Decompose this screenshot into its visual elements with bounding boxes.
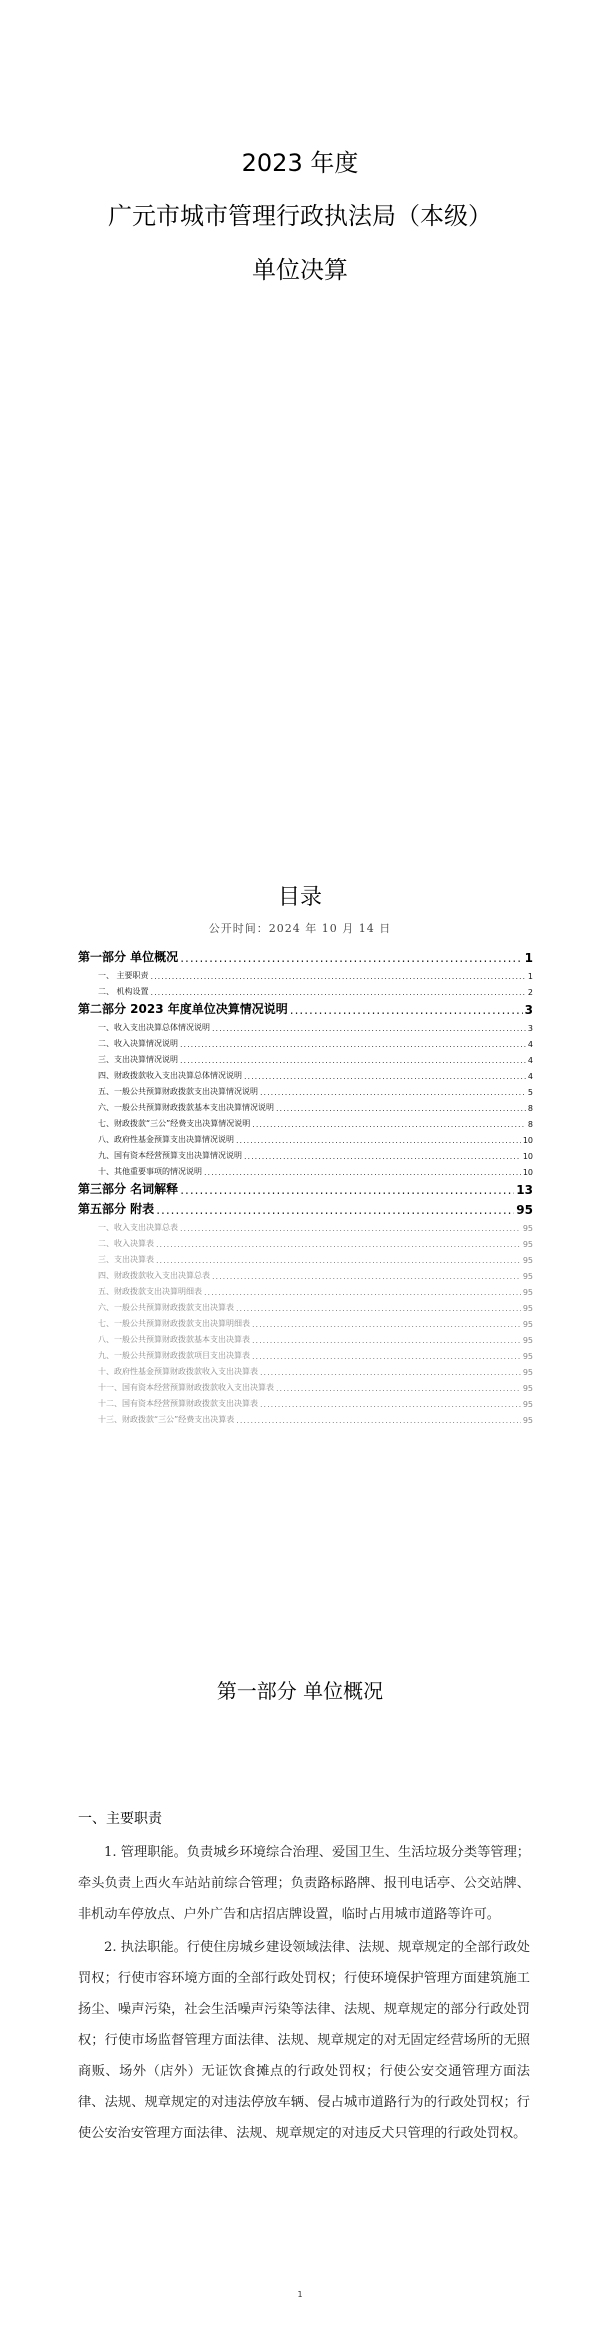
- cover-org-line: 广元市城市管理行政执法局（本级）: [108, 202, 492, 230]
- toc-entry[interactable]: [78, 1393, 533, 1409]
- toc-entry[interactable]: [78, 1049, 533, 1065]
- toc-entry-page: 10: [522, 1136, 533, 1145]
- toc-entry[interactable]: [78, 1081, 533, 1097]
- toc-leader-dots: [260, 1400, 521, 1409]
- toc-entry-page: 95: [522, 1240, 533, 1249]
- toc-leader-dots: [156, 1256, 521, 1265]
- toc-entry-page: 95: [522, 1400, 533, 1409]
- toc-leader-dots: [212, 1272, 521, 1281]
- toc-entry[interactable]: [78, 1409, 533, 1425]
- toc-entry-page: 4: [527, 1056, 533, 1065]
- toc-entry-label: 六、一般公共预算财政拨款基本支出决算情况说明: [98, 1103, 274, 1112]
- table-of-contents: [78, 945, 533, 1425]
- toc-entry-page: 8: [527, 1104, 533, 1113]
- toc-entry-page: 95: [522, 1320, 533, 1329]
- toc-entry-page: 95: [522, 1416, 533, 1425]
- toc-leader-dots: [260, 1088, 526, 1097]
- toc-leader-dots: [180, 1224, 521, 1233]
- toc-entry-page: 2: [527, 988, 533, 997]
- toc-entry-label: 十二、国有资本经营预算财政拨款支出决算表: [98, 1399, 258, 1408]
- toc-entry-page: 3: [524, 1003, 533, 1017]
- toc-leader-dots: [252, 1320, 521, 1329]
- toc-entry-page: 5: [527, 1088, 533, 1097]
- toc-entry-label: 十、其他重要事项的情况说明: [98, 1167, 202, 1176]
- toc-entry-page: 95: [522, 1304, 533, 1313]
- toc-part-entry[interactable]: [78, 997, 533, 1017]
- toc-entry[interactable]: [78, 1145, 533, 1161]
- toc-leader-dots: [236, 1416, 521, 1425]
- toc-leader-dots: [260, 1368, 521, 1377]
- toc-entry-label: 一、收入支出决算总体情况说明: [98, 1023, 210, 1032]
- toc-entry-label: 六、一般公共预算财政拨款支出决算表: [98, 1303, 234, 1312]
- toc-entry-page: 1: [527, 972, 533, 981]
- part1-paragraph-1: 1. 管理职能。负责城乡环境综合治理、爱国卫生、生活垃圾分类等管理；牵头负责上西火车站站前综合管理；负责路标路牌、报刊电话亭、公交站牌、非机动车停放点、户外广告和店招店牌设置，临时占用城市道路等许可。: [78, 1845, 530, 1922]
- toc-entry-label: 第三部分 名词解释: [78, 1182, 179, 1196]
- toc-entry[interactable]: [78, 1249, 533, 1265]
- toc-entry[interactable]: [78, 1233, 533, 1249]
- toc-entry[interactable]: [78, 981, 533, 997]
- toc-title: 目录: [277, 885, 322, 910]
- toc-entry[interactable]: [78, 1345, 533, 1361]
- toc-leader-dots: [236, 1136, 521, 1145]
- toc-leader-dots: [204, 1288, 521, 1297]
- toc-entry[interactable]: [78, 965, 533, 981]
- toc-entry-page: 95: [522, 1384, 533, 1393]
- toc-entry-page: 95: [522, 1256, 533, 1265]
- toc-entry[interactable]: [78, 1113, 533, 1129]
- toc-entry-label: 十三、财政拨款“三公”经费支出决算表: [98, 1415, 235, 1424]
- toc-entry-label: 九、一般公共预算财政拨款项目支出决算表: [98, 1351, 250, 1360]
- toc-entry-page: 10: [522, 1168, 533, 1177]
- toc-entry-label: 一、收入支出决算总表: [98, 1223, 178, 1232]
- toc-entry[interactable]: [78, 1329, 533, 1345]
- toc-entry[interactable]: [78, 1065, 533, 1081]
- cover-doc-line: 单位决算: [252, 256, 348, 284]
- toc-entry-label: 第一部分 单位概况: [78, 950, 179, 964]
- toc-entry-page: 3: [527, 1024, 533, 1033]
- toc-entry-label: 四、财政拨款收入支出决算总表: [98, 1271, 210, 1280]
- toc-leader-dots: [236, 1304, 521, 1313]
- toc-leader-dots: [276, 1104, 526, 1113]
- cover-year-line: 2023 年度: [241, 149, 359, 177]
- toc-entry-label: 八、一般公共预算财政拨款基本支出决算表: [98, 1335, 250, 1344]
- toc-entry-label: 二、收入决算情况说明: [98, 1039, 178, 1048]
- toc-entry-page: 95: [522, 1288, 533, 1297]
- toc-leader-dots: [252, 1352, 521, 1361]
- toc-leader-dots: [151, 988, 526, 997]
- toc-entry[interactable]: [78, 1281, 533, 1297]
- toc-entry[interactable]: [78, 1161, 533, 1177]
- toc-entry-label: 第二部分 2023 年度单位决算情况说明: [78, 1002, 288, 1016]
- toc-entry-label: 二、 机构设置: [98, 987, 149, 996]
- toc-entry[interactable]: [78, 1017, 533, 1033]
- toc-entry[interactable]: [78, 1033, 533, 1049]
- toc-entry[interactable]: [78, 1217, 533, 1233]
- toc-entry-page: 4: [527, 1072, 533, 1081]
- toc-entry[interactable]: [78, 1361, 533, 1377]
- toc-entry[interactable]: [78, 1313, 533, 1329]
- toc-entry-page: 95: [522, 1272, 533, 1281]
- toc-entry-label: 三、支出决算表: [98, 1255, 154, 1264]
- toc-entry-page: 95: [522, 1368, 533, 1377]
- toc-entry-label: 八、政府性基金预算支出决算情况说明: [98, 1135, 234, 1144]
- toc-entry-page: 4: [527, 1040, 533, 1049]
- toc-entry-label: 三、支出决算情况说明: [98, 1055, 178, 1064]
- toc-leader-dots: [252, 1120, 526, 1129]
- toc-entry-label: 七、财政拨款“三公”经费支出决算情况说明: [98, 1119, 251, 1128]
- toc-leader-dots: [180, 951, 522, 965]
- toc-entry-page: 13: [516, 1183, 533, 1197]
- toc-entry-label: 二、收入决算表: [98, 1239, 154, 1248]
- part1-paragraph-2: 2. 执法职能。行使住房城乡建设领域法律、法规、规章规定的全部行政处罚权；行使市容环境方面的全部行政处罚权；行使环境保护管理方面建筑施工扬尘、噪声污染，社会生活噪声污染等法律、法规、规章规定的部分行政处罚权；行使市场监督管理方面法律、法规、规章规定的对无固定经营场所的无照商贩、场外（店外）无证饮食摊点的行政处罚权；行使公安交通管理方面法律、法规、规章规定的对违法停放车辆、侵占城市道路行为的行政处罚权；行使公安治安管理方面法律、法规、规章规定的对违反犬只管理的行政处罚权。: [78, 1940, 530, 2141]
- toc-leader-dots: [156, 1203, 514, 1217]
- toc-leader-dots: [180, 1056, 526, 1065]
- toc-entry-page: 95: [516, 1203, 533, 1217]
- toc-leader-dots: [252, 1336, 521, 1345]
- toc-entry-page: 1: [524, 951, 533, 965]
- toc-entry-label: 一、 主要职责: [98, 971, 149, 980]
- toc-leader-dots: [212, 1024, 526, 1033]
- toc-entry-page: 10: [522, 1152, 533, 1161]
- toc-entry[interactable]: [78, 1129, 533, 1145]
- toc-entry[interactable]: [78, 1297, 533, 1313]
- toc-entry-label: 十一、国有资本经营预算财政拨款收入支出决算表: [98, 1383, 274, 1392]
- toc-leader-dots: [276, 1384, 521, 1393]
- toc-entry[interactable]: [78, 1265, 533, 1281]
- toc-leader-dots: [180, 1040, 526, 1049]
- toc-leader-dots: [180, 1183, 514, 1197]
- toc-part-entry[interactable]: [78, 945, 533, 965]
- toc-entry-page: 95: [522, 1224, 533, 1233]
- toc-entry-label: 七、一般公共预算财政拨款支出决算明细表: [98, 1319, 250, 1328]
- toc-entry-page: 95: [522, 1336, 533, 1345]
- toc-part-entry[interactable]: [78, 1177, 533, 1197]
- toc-entry-label: 五、一般公共预算财政拨款支出决算情况说明: [98, 1087, 258, 1096]
- toc-leader-dots: [244, 1152, 521, 1161]
- toc-leader-dots: [156, 1240, 521, 1249]
- toc-entry[interactable]: [78, 1097, 533, 1113]
- toc-entry[interactable]: [78, 1377, 533, 1393]
- toc-leader-dots: [151, 972, 526, 981]
- part1-heading: 第一部分 单位概况: [216, 1679, 384, 1703]
- toc-leader-dots: [204, 1168, 521, 1177]
- toc-entry-label: 四、财政拨款收入支出决算总体情况说明: [98, 1071, 242, 1080]
- toc-entry-page: 8: [527, 1120, 533, 1129]
- toc-entry-page: 95: [522, 1352, 533, 1361]
- toc-publish-date: 公开时间：2024 年 10 月 14 日: [208, 922, 392, 935]
- part1-subheading: 一、主要职责: [78, 1811, 162, 1827]
- page-number: 1: [297, 2290, 303, 2299]
- toc-entry-label: 十、政府性基金预算财政拨款收入支出决算表: [98, 1367, 258, 1376]
- toc-entry-label: 五、财政拨款支出决算明细表: [98, 1287, 202, 1296]
- toc-leader-dots: [244, 1072, 526, 1081]
- toc-leader-dots: [290, 1003, 523, 1017]
- toc-part-entry[interactable]: [78, 1197, 533, 1217]
- toc-entry-label: 第五部分 附表: [78, 1202, 155, 1216]
- toc-entry-label: 九、国有资本经营预算支出决算情况说明: [98, 1151, 242, 1160]
